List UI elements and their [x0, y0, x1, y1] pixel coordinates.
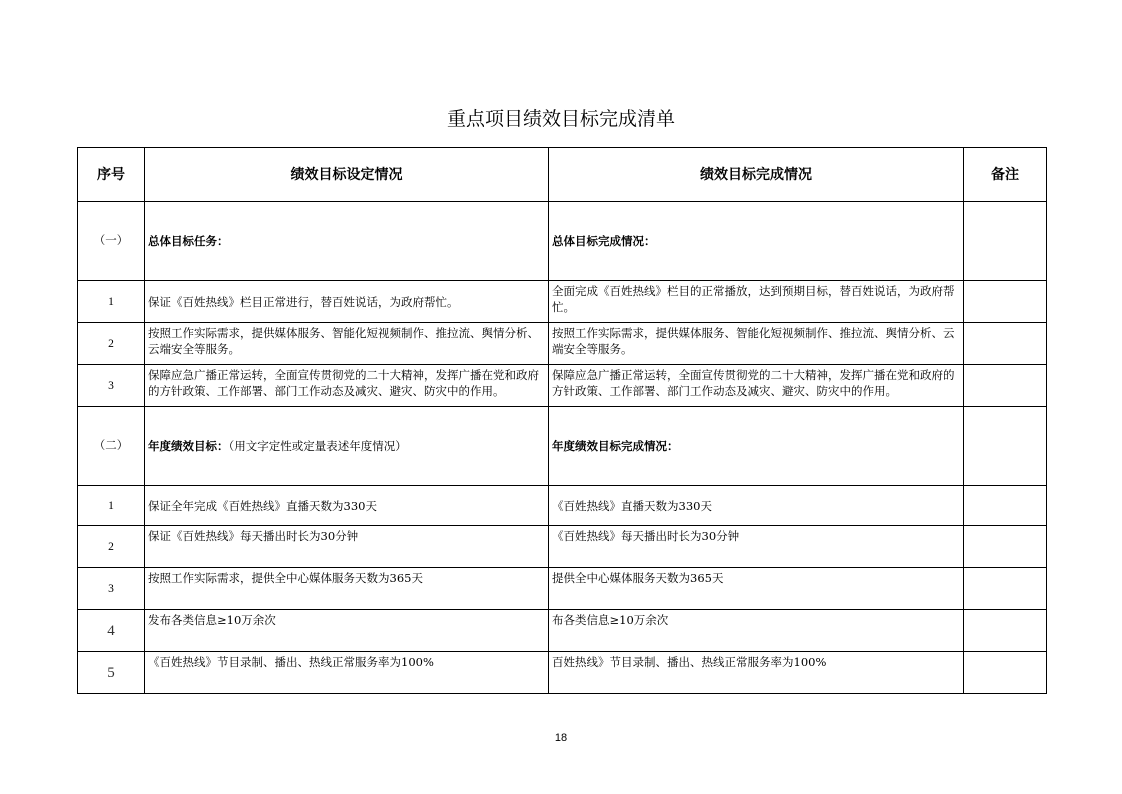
section-target-label: 年度绩效目标：	[148, 439, 229, 453]
table-row	[78, 526, 1047, 568]
row-number: 2	[78, 526, 145, 568]
section-done-label: 总体目标完成情况：	[549, 202, 964, 281]
table-header-row	[78, 148, 1047, 202]
row-done: 提供全中心媒体服务天数为365天	[549, 568, 964, 610]
row-target: 按照工作实际需求，提供全中心媒体服务天数为365天	[145, 568, 549, 610]
row-remarks	[964, 365, 1047, 407]
row-remarks	[964, 486, 1047, 526]
row-number: 1	[78, 281, 145, 323]
section-remarks	[964, 202, 1047, 281]
row-done: 《百姓热线》直播天数为330天	[549, 486, 964, 526]
row-number: 2	[78, 323, 145, 365]
row-number: 1	[78, 486, 145, 526]
row-done: 布各类信息≥10万余次	[549, 610, 964, 652]
section-row-annual	[78, 407, 1047, 486]
row-done: 全面完成《百姓热线》栏目的正常播放，达到预期目标，替百姓说话，为政府帮忙。	[549, 281, 964, 323]
row-number: 4	[78, 610, 145, 652]
row-target: 保障应急广播正常运转，全面宣传贯彻党的二十大精神，发挥广播在党和政府的方针政策、工作部署、部门工作动态及减灾、避灾、防灾中的作用。	[145, 365, 549, 407]
header-target-done: 绩效目标完成情况	[549, 148, 964, 202]
section-number: （一）	[78, 202, 145, 281]
section-done-label: 年度绩效目标完成情况：	[549, 407, 964, 486]
row-target: 发布各类信息≥10万余次	[145, 610, 549, 652]
row-number: 3	[78, 365, 145, 407]
row-target: 保证全年完成《百姓热线》直播天数为330天	[145, 486, 549, 526]
table-row	[78, 486, 1047, 526]
row-remarks	[964, 652, 1047, 694]
row-target: 保证《百姓热线》每天播出时长为30分钟	[145, 526, 549, 568]
row-remarks	[964, 323, 1047, 365]
row-remarks	[964, 281, 1047, 323]
row-target: 按照工作实际需求，提供媒体服务、智能化短视频制作、推拉流、舆情分析、云端安全等服务。	[145, 323, 549, 365]
row-done: 保障应急广播正常运转，全面宣传贯彻党的二十大精神，发挥广播在党和政府的方针政策、工作部署、部门工作动态及减灾、避灾、防灾中的作用。	[549, 365, 964, 407]
row-number: 5	[78, 652, 145, 694]
table-row	[78, 323, 1047, 365]
row-target: 保证《百姓热线》栏目正常进行，替百姓说话，为政府帮忙。	[145, 281, 549, 323]
section-target-label: 总体目标任务：	[145, 202, 549, 281]
row-done: 按照工作实际需求，提供媒体服务、智能化短视频制作、推拉流、舆情分析、云端安全等服务。	[549, 323, 964, 365]
page-number: 18	[554, 732, 568, 744]
row-number: 3	[78, 568, 145, 610]
row-remarks	[964, 568, 1047, 610]
table-row	[78, 568, 1047, 610]
section-row-overall	[78, 202, 1047, 281]
table-row	[78, 365, 1047, 407]
table-row	[78, 652, 1047, 694]
table-row	[78, 610, 1047, 652]
header-target-set: 绩效目标设定情况	[145, 148, 549, 202]
section-target-cell	[145, 407, 549, 486]
header-remarks: 备注	[964, 148, 1047, 202]
row-done: 《百姓热线》每天播出时长为30分钟	[549, 526, 964, 568]
row-remarks	[964, 526, 1047, 568]
section-target-note: （用文字定性或定量表述年度情况）	[228, 439, 407, 453]
header-seq: 序号	[78, 148, 145, 202]
section-remarks	[964, 407, 1047, 486]
row-remarks	[964, 610, 1047, 652]
row-done: 百姓热线》节目录制、播出、热线正常服务率为100%	[549, 652, 964, 694]
performance-table	[77, 147, 1047, 694]
page-title: 重点项目绩效目标完成清单	[446, 108, 675, 130]
row-target: 《百姓热线》节目录制、播出、热线正常服务率为100%	[145, 652, 549, 694]
table-row	[78, 281, 1047, 323]
section-number: （二）	[78, 407, 145, 486]
